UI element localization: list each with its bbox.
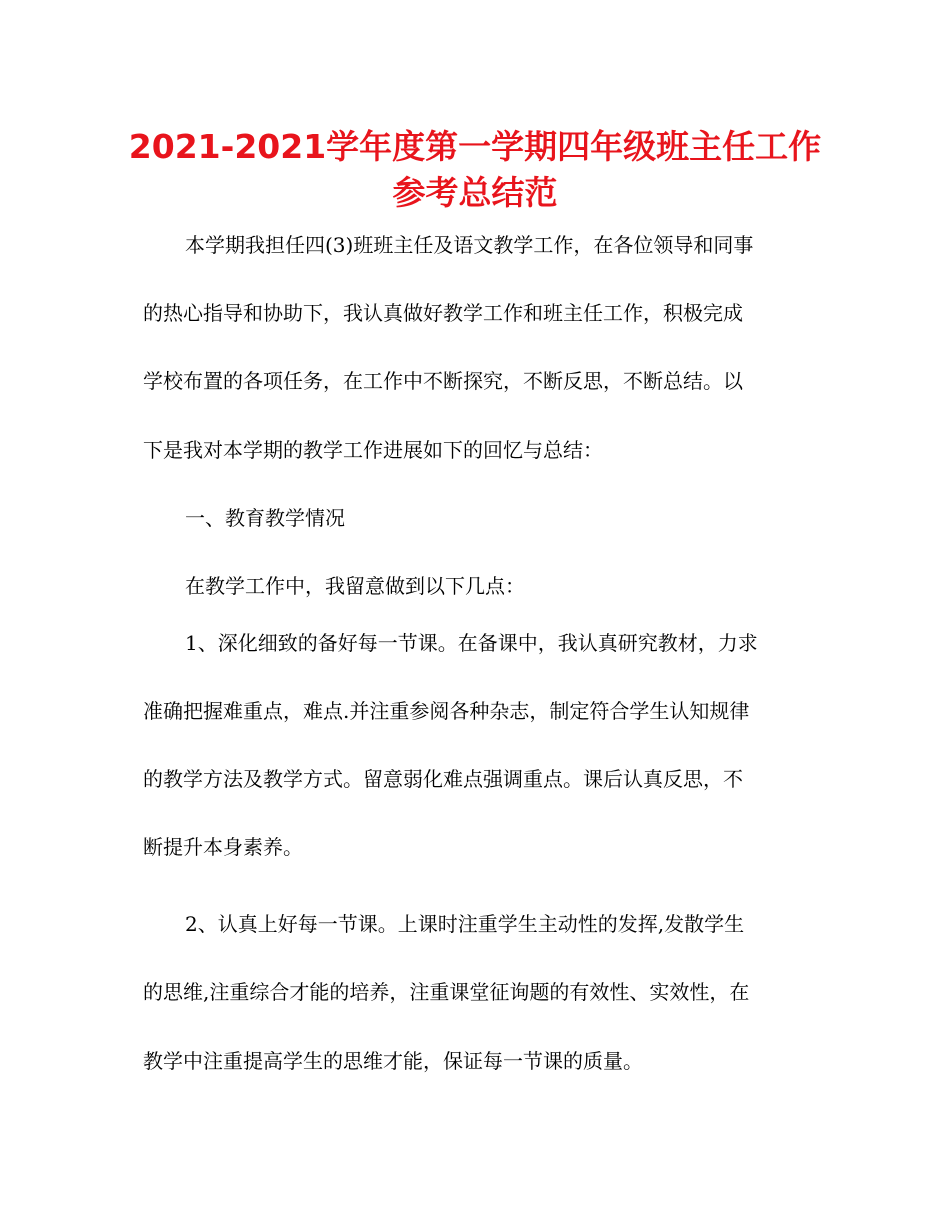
paragraph-line: 准确把握难重点，难点.并注重参阅各种杂志，制定符合学生认知规律 — [143, 699, 750, 723]
document-title-line-2: 参考总结范 — [392, 173, 558, 212]
paragraph-line: 的教学方法及教学方式。留意弱化难点强调重点。课后认真反思，不 — [143, 767, 743, 791]
paragraph-line: 学校布置的各项任务，在工作中不断探究，不断反思，不断总结。以 — [143, 369, 743, 393]
paragraph-line: 断提升本身素养。 — [143, 835, 303, 859]
paragraph-line: 2、认真上好每一节课。上课时注重学生主动性的发挥,发散学生 — [185, 912, 745, 936]
paragraph-line: 本学期我担任四(3)班班主任及语文教学工作，在各位领导和同事 — [185, 233, 754, 257]
section-heading: 一、教育教学情况 — [185, 506, 345, 530]
paragraph-line: 下是我对本学期的教学工作进展如下的回忆与总结： — [143, 438, 603, 462]
document-title-line-1: 2021-2021学年度第一学期四年级班主任工作 — [128, 127, 822, 166]
paragraph-line: 1、深化细致的备好每一节课。在备课中，我认真研究教材，力求 — [185, 631, 758, 655]
paragraph-line: 的思维,注重综合才能的培养，注重课堂征询题的有效性、实效性，在 — [143, 980, 750, 1004]
paragraph-line: 教学中注重提高学生的思维才能，保证每一节课的质量。 — [143, 1049, 643, 1073]
paragraph-line: 在教学工作中，我留意做到以下几点： — [185, 574, 525, 598]
paragraph-line: 的热心指导和协助下，我认真做好教学工作和班主任工作，积极完成 — [143, 301, 743, 325]
